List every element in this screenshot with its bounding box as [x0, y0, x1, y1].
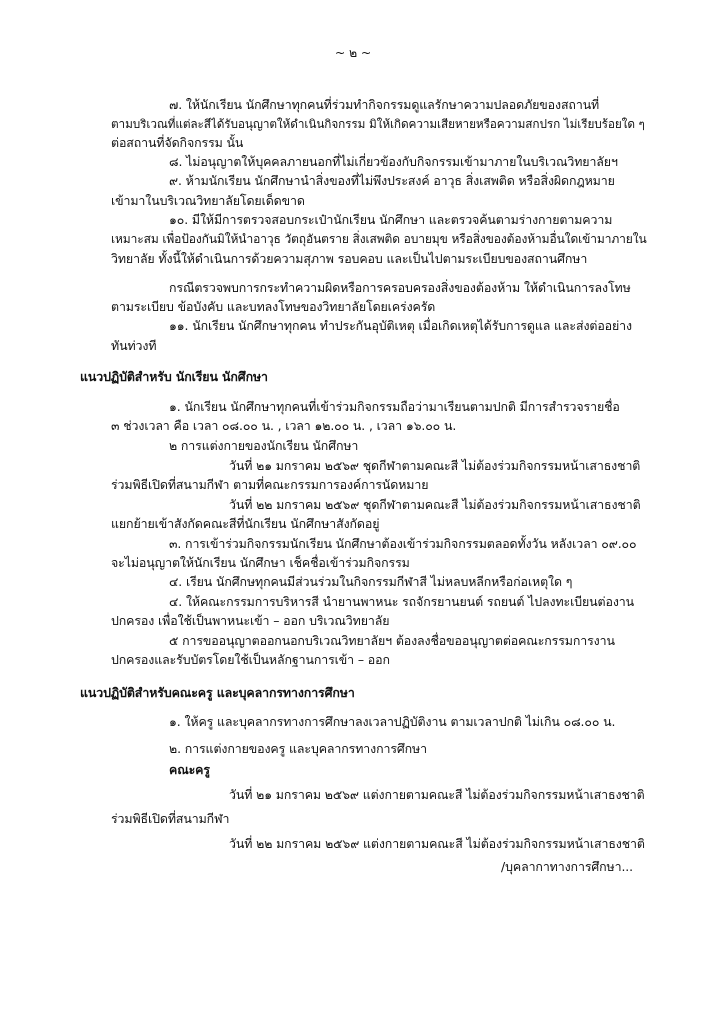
paragraph-line: แยกย้ายเข้าสังกัดคณะสีที่นักเรียน นักศึกษาสังกัดอยู่ [111, 516, 380, 531]
paragraph-line: เข้ามาในบริเวณวิทยาลัยโดยเด็ดขาด [111, 193, 305, 208]
paragraph-line: วันที่ ๒๒ มกราคม ๒๕๖๙ แต่งกายตามคณะสี ไม่ต้องร่วมกิจกรรมหน้าเสาธงชาติ [229, 836, 645, 851]
section-heading-students: แนวปฏิบัติสำหรับ นักเรียน นักศึกษา [80, 369, 268, 384]
paragraph-line: วันที่ ๒๑ มกราคม ๒๕๖๙ ชุดกีฬาตามคณะสี ไม่ต้องร่วมกิจกรรมหน้าเสาธงชาติ [229, 458, 641, 473]
paragraph-line: ๑. นักเรียน นักศึกษาทุกคนที่เข้าร่วมกิจกรรมถือว่ามาเรียนตามปกติ มีการสำรวจรายชื่อ [169, 399, 620, 414]
paragraph-line: ๓ ช่วงเวลา คือ เวลา ๐๘.๐๐ น. , เวลา ๑๒.๐๐ น. , เวลา ๑๖.๐๐ น. [111, 418, 457, 433]
paragraph-line: จะไม่อนุญาตให้นักเรียน นักศึกษา เช็คชื่อเข้าร่วมกิจกรรม [111, 555, 410, 570]
paragraph-line: ตามระเบียบ ข้อบังคับ และบทลงโทษของวิทยาลัยโดยเคร่งครัด [111, 299, 436, 314]
subheading-teachers: คณะครู [169, 762, 210, 777]
paragraph-line: ๒ การแต่งกายของนักเรียน นักศึกษา [169, 438, 359, 453]
paragraph-line: ๒. การแต่งกายของครู และบุคลากรทางการศึกษา [169, 741, 427, 756]
paragraph-line: ๓. การเข้าร่วมกิจกรรมนักเรียน นักศึกษาต้องเข้าร่วมกิจกรรมตลอดทั้งวัน หลังเวลา ๐๙.๐๐ [169, 536, 637, 551]
paragraph-line: เหมาะสม เพื่อป้องกันมิให้นำอาวุธ วัตถุอันตราย สิ่งเสพติด อบายมุข หรือสิ่งของต้องห้ามอื่นใดเข้ามาภายใน [111, 232, 647, 246]
paragraph-line: กรณีตรวจพบการกระทำความผิดหรือการครอบครองสิ่งของต้องห้าม ให้ดำเนินการลงโทษ [169, 280, 631, 295]
paragraph-line: ร่วมพิธีเปิดที่สนามกีฬา [111, 811, 230, 826]
paragraph-line: ๑๐. มีให้มีการตรวจสอบกระเป๋านักเรียน นักศึกษา และตรวจค้นตามร่างกายตามความ [169, 212, 613, 227]
paragraph-line: ๑๑. นักเรียน นักศึกษาทุกคน ทำประกันอุบัติเหตุ เมื่อเกิดเหตุได้รับการดูแล และส่งต่ออย่าง [169, 318, 632, 333]
paragraph-line: ทันท่วงที [111, 338, 157, 353]
paragraph-line: ๘. ไม่อนุญาตให้บุคคลภายนอกที่ไม่เกี่ยวข้องกับกิจกรรมเข้ามาภายในบริเวณวิทยาลัยฯ [169, 154, 618, 169]
paragraph-line: ๔. ให้คณะกรรมการบริหารสี นำยานพาหนะ รถจักรยานยนต์ รถยนต์ ไปลงทะเบียนต่องาน [169, 594, 634, 609]
continuation-note: /บุคลากาทางการศึกษา... [501, 859, 633, 874]
paragraph-line: วันที่ ๒๒ มกราคม ๒๕๖๙ ชุดกีฬาตามคณะสี ไม่ต้องร่วมกิจกรรมหน้าเสาธงชาติ [229, 497, 641, 512]
paragraph-line: วิทยาลัย ทั้งนี้ให้ดำเนินการด้วยความสุภาพ รอบคอบ และเป็นไปตามระเบียบของสถานศึกษา [111, 251, 588, 266]
paragraph-line: ๙. ห้ามนักเรียน นักศึกษานำสิ่งของที่ไม่พึงประสงค์ อาวุธ สิ่งเสพติด หรือสิ่งผิดกฎหมาย [169, 173, 615, 188]
paragraph-line: ตามบริเวณที่แต่ละสีได้รับอนุญาตให้ดำเนินกิจกรรม มิให้เกิดความเสียหายหรือความสกปรก ไม่เรียบร้อยใด ๆ [111, 117, 645, 131]
page-number: ~ ๒ ~ [334, 45, 372, 60]
paragraph-line: ๑. ให้ครู และบุคลากรทางการศึกษาลงเวลาปฏิบัติงาน ตามเวลาปกติ ไม่เกิน ๐๘.๐๐ น. [169, 714, 616, 729]
paragraph-line: ๔. เรียน นักศึกษทุกคนมีส่วนร่วมในกิจกรรมกีฬาสี ไม่หลบหลีกหรือก่อเหตุใด ๆ [169, 574, 573, 589]
paragraph-line: ๗. ให้นักเรียน นักศึกษาทุกคนที่ร่วมทำกิจกรรมดูแลรักษาความปลอดภัยของสถานที่ [169, 97, 600, 112]
paragraph-line: ต่อสถานที่จัดกิจกรรม นั้น [111, 135, 244, 150]
paragraph-line: ปกครองและรับบัตรโดยใช้เป็นหลักฐานการเข้า – ออก [111, 652, 390, 667]
paragraph-line: วันที่ ๒๑ มกราคม ๒๕๖๙ แต่งกายตามคณะสี ไม่ต้องร่วมกิจกรรมหน้าเสาธงชาติ [229, 787, 645, 802]
paragraph-line: ร่วมพิธีเปิดที่สนามกีฬา ตามที่คณะกรรมการองค์การนัดหมาย [111, 477, 429, 492]
paragraph-line: ปกครอง เพื่อใช้เป็นพาหนะเข้า – ออก บริเวณวิทยาลัย [111, 613, 390, 628]
section-heading-teachers: แนวปฏิบัติสำหรับคณะครู และบุคลากรทางการศึกษา [80, 685, 355, 700]
paragraph-line: ๕ การขออนุญาตออกนอกบริเวณวิทยาลัยฯ ต้องลงชื่อขออนุญาตต่อคณะกรรมการงาน [169, 633, 615, 648]
